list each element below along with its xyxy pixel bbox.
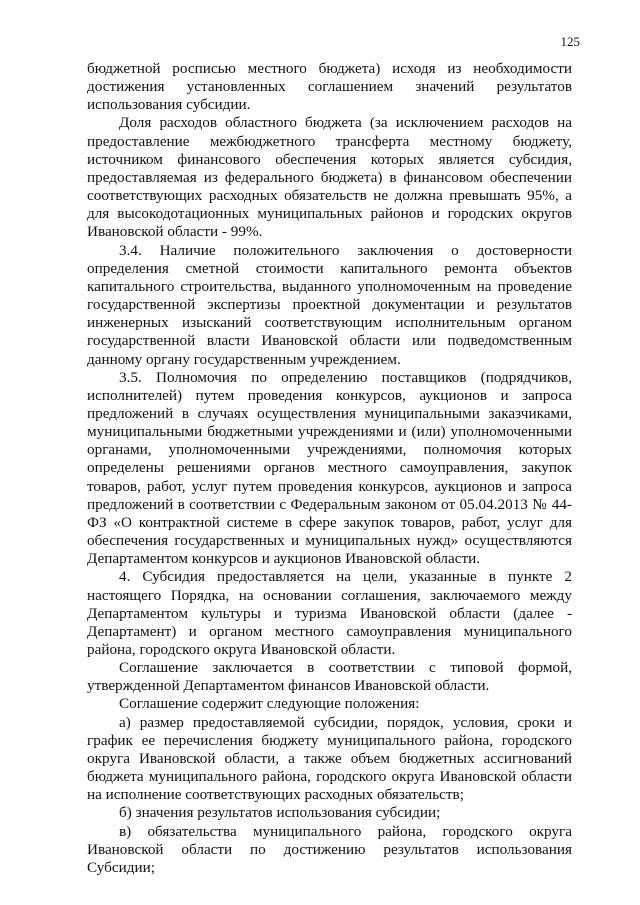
paragraph-item-a: а) размер предоставляемой субсидии, порядок, условия, сроки и график ее перечисления бюджету муниципального района, городского округа Ивановской области, а также объем бюджетных ассигнований бюджета муниципального района, городского округа Ивановской области на исполнение соответствующих расходных обязательств; — [87, 713, 572, 804]
paragraph-continuation: бюджетной росписью местного бюджета) исходя из необходимости достижения установленных соглашением значений результатов использования субсидии. — [87, 60, 572, 114]
paragraph-item-b: б) значения результатов использования субсидии; — [119, 804, 441, 822]
paragraph-3-4: 3.4. Наличие положительного заключения о достоверности определения сметной стоимости капитального ремонта объектов капитального строительства, выданного уполномоченным на проведение государственной экспертизы проектной документации и результатов инженерных изысканий соответствующим исполнительным органом государственной власти Ивановской области или подведомственным данному органу государственным учреждением. — [87, 241, 572, 368]
paragraph-agreement-contents: Соглашение содержит следующие положения: — [119, 695, 420, 713]
paragraph-agreement-form: Соглашение заключается в соответствии с типовой формой, утвержденной Департаментом финансов Ивановской области. — [87, 659, 572, 695]
paragraph-budget-share: Доля расходов областного бюджета (за исключением расходов на предоставление межбюджетного трансферта местному бюджету, источником финансового обеспечения которых является субсидия, предоставляемая из федерального бюджета) в финансовом обеспечении соответствующих расходных обязательств не должна превышать 95%, а для высокодотационных муниципальных районов и городских округов Ивановской области - 99%. — [87, 114, 572, 241]
document-body — [87, 60, 572, 877]
page-number: 125 — [560, 34, 580, 49]
paragraph-item-v: в) обязательства муниципального района, городского округа Ивановской области по достижению результатов использования Субсидии; — [87, 822, 572, 876]
paragraph-4: 4. Субсидия предоставляется на цели, указанные в пункте 2 настоящего Порядка, на основании соглашения, заключаемого между Департаментом культуры и туризма Ивановской области (далее - Департамент) и органом местного самоуправления муниципального района, городского округа Ивановской области. — [87, 568, 572, 658]
paragraph-3-5: 3.5. Полномочия по определению поставщиков (подрядчиков, исполнителей) путем проведения конкурсов, аукционов и запроса предложений в случаях осуществления муниципальными заказчиками, муниципальными бюджетными учреждениями и (или) уполномоченными органами, уполномоченными учреждениями, полномочия которых определены решениями органов местного самоуправления, закупок товаров, работ, услуг путем проведения конкурсов, аукционов и запроса предложений в соответствии с Федеральным законом от 05.04.2013 № 44-ФЗ «О контрактной системе в сфере закупок товаров, работ, услуг для обеспечения государственных и муниципальных нужд» осуществляются Департаментом конкурсов и аукционов Ивановской области. — [87, 368, 572, 568]
